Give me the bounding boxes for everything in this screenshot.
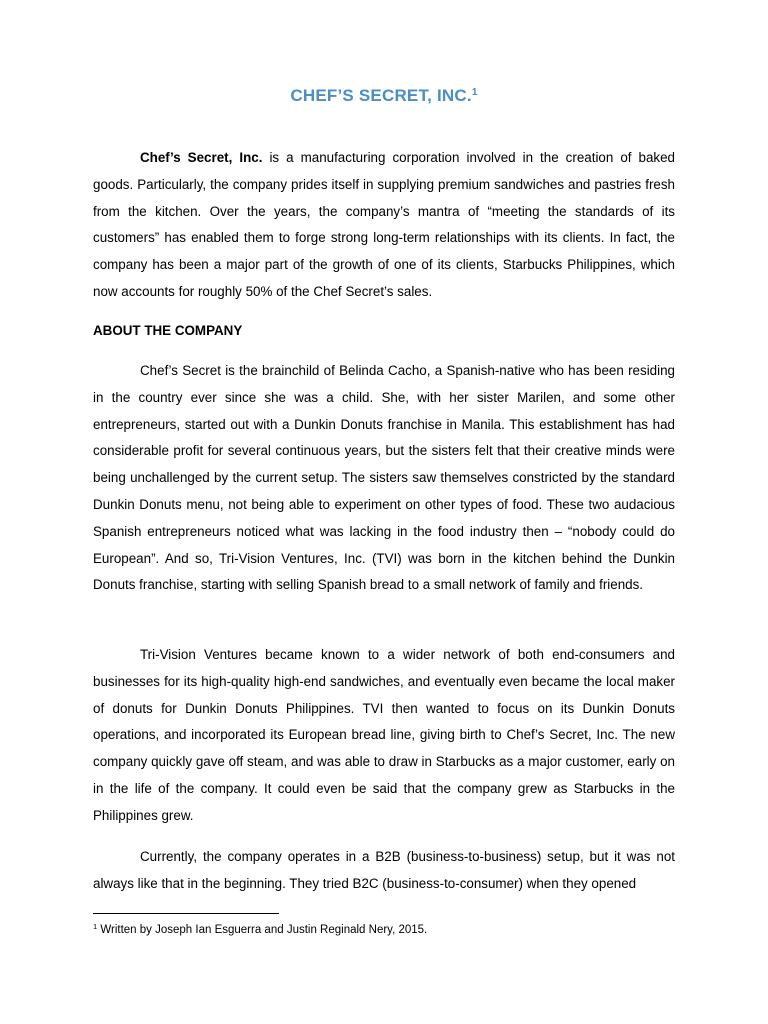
footnote-marker: 1 (93, 922, 98, 931)
title-text: CHEF’S SECRET, INC. (290, 86, 472, 105)
intro-paragraph-text: is a manufacturing corporation involved in the creation of baked goods. Particularly, the company prides itself in supplying premium sandwiches and pastries fresh from the kitchen. Over the years, the company’s mantra of “meeting the standards of its customers” has enabled them to forge strong long-term relationships with its clients. In fact, the company has been a major part of the growth of one of its clients, Starbucks Philippines, which now accounts for roughly 50% of the Chef Secret’s sales. (93, 150, 675, 299)
about-paragraph-3: Currently, the company operates in a B2B (business-to-business) setup, but it was not always like that in the beginning. They tried B2C (business-to-consumer) when they opened (93, 849, 675, 891)
footnote (93, 922, 427, 936)
footnote-divider (93, 913, 279, 914)
about-paragraph-1: Chef’s Secret is the brainchild of Belinda Cacho, a Spanish-native who has been residing in the country ever since she was a child. She, with her sister Marilen, and some other entrepreneurs, started out with a Dunkin Donuts franchise in Manila. This establishment has had considerable profit for several continuous years, but the sisters felt that their creative minds were being unchallenged by the current setup. The sisters saw themselves constricted by the standard Dunkin Donuts menu, not being able to experiment on other types of food. These two audacious Spanish entrepreneurs noticed what was lacking in the food industry then – “nobody could do European”. And so, Tri-Vision Ventures, Inc. (TVI) was born in the kitchen behind the Dunkin Donuts franchise, starting with selling Spanish bread to a small network of family and friends. (93, 363, 675, 593)
about-paragraph-2: Tri-Vision Ventures became known to a wider network of both end-consumers and businesses for its high-quality high-end sandwiches, and eventually even became the local maker of donuts for Dunkin Donuts Philippines. TVI then wanted to focus on its Dunkin Donuts operations, and incorporated its European bread line, giving birth to Chef’s Secret, Inc. The new company quickly gave off steam, and was able to draw in Starbucks as a major customer, early on in the life of the company. It could even be said that the company grew as Starbucks in the Philippines grew. (93, 647, 675, 823)
intro-paragraph-block (93, 145, 675, 306)
intro-paragraph (93, 145, 675, 306)
title-footnote-marker: 1 (471, 87, 478, 98)
about-paragraph-block (93, 358, 675, 599)
about-paragraph-2-block (93, 642, 675, 830)
company-name-bold: Chef’s Secret, Inc. (140, 150, 263, 165)
section-heading-about: ABOUT THE COMPANY (93, 323, 243, 338)
about-paragraph-3-block (93, 844, 675, 898)
document-title (0, 86, 768, 106)
footnote-text: Written by Joseph Ian Esguerra and Justin Reginald Nery, 2015. (97, 924, 428, 936)
